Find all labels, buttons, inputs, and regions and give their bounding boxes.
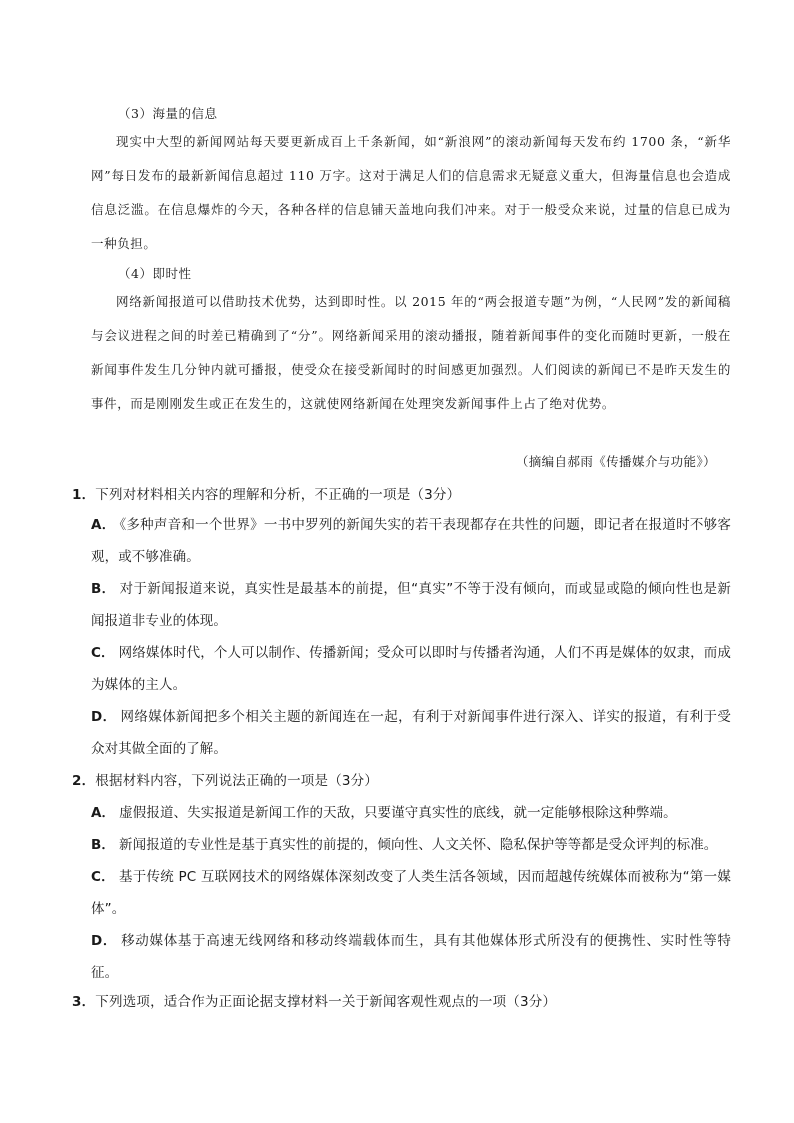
option-text: 基于传统 PC 互联网技术的网络媒体深刻改变了人类生活各领域，因而超越传统媒体而被称为“第一媒体”。 xyxy=(91,869,731,917)
source-citation: （摘编自郝雨《传播媒介与功能》） xyxy=(515,454,716,469)
option-letter: C． xyxy=(91,645,115,661)
question-3-text: 下列选项，适合作为正面论据支撑材料一关于新闻客观性观点的一项（3分） xyxy=(95,994,557,1010)
section-4-paragraph: 网络新闻报道可以借助技术优势，达到即时性。以 2015 年的“两会报道专题”为例，“人民网”发的新闻稿与会议进程之间的时差已精确到了“分”。网络新闻采用的滚动播报，随着新闻事件的变化而随时更新，一般在新闻事件发生几分钟内就可播报，使受众在接受新闻时的时间感更加强烈。人们阅读的新闻已不是昨天发生的事件，而是刚刚发生或正在发生的，这就使网络新闻在处理突发新闻事件上占了绝对优势。 xyxy=(91,294,731,411)
option-letter: A． xyxy=(91,805,116,821)
option-text: 《多种声音和一个世界》一书中罗列的新闻失实的若干表现都存在共性的问题，即记者在报道时不够客观，或不够准确。 xyxy=(91,517,731,565)
question-1-option-b xyxy=(91,573,731,637)
option-text: 新闻报道的专业性是基于真实性的前提的，倾向性、人文关怀、隐私保护等等都是受众评判的标准。 xyxy=(119,837,718,853)
option-letter: D． xyxy=(91,709,117,725)
option-text: 对于新闻报道来说，真实性是最基本的前提，但“真实”不等于没有倾向，而或显或隐的倾向性也是新闻报道非专业的体现。 xyxy=(91,581,731,629)
section-3-paragraph: 现实中大型的新闻网站每天要更新成百上千条新闻，如“新浪网”的滚动新闻每天发布约 1700 条，“新华网”每日发布的最新新闻信息超过 110 万字。这对于满足人们的信息需求无疑意义重大，但海量信息也会造成信息泛滥。在信息爆炸的今天，各种各样的信息铺天盖地向我们冲来。对于一般受众来说，过量的信息已成为一种负担。 xyxy=(91,134,731,251)
question-1-option-a xyxy=(91,509,731,573)
question-3-number: 3． xyxy=(72,994,96,1010)
question-1-number: 1． xyxy=(72,487,96,503)
question-1-stem xyxy=(72,485,732,505)
question-2-option-a xyxy=(91,797,731,829)
question-3-stem xyxy=(72,992,732,1012)
question-2-option-b xyxy=(91,829,731,861)
question-2-number: 2． xyxy=(72,773,96,789)
option-letter: D． xyxy=(91,933,118,949)
question-2-option-c xyxy=(91,861,731,925)
question-2-text: 根据材料内容，下列说法正确的一项是（3分） xyxy=(95,773,379,789)
option-text: 移动媒体基于高速无线网络和移动终端载体而生，具有其他媒体形式所没有的便携性、实时性等特征。 xyxy=(91,933,731,981)
question-1-text: 下列对材料相关内容的理解和分析，不正确的一项是（3分） xyxy=(95,487,461,503)
question-1-option-c xyxy=(91,637,731,701)
option-letter: C． xyxy=(91,869,115,885)
option-text: 虚假报道、失实报道是新闻工作的天敌，只要谨守真实性的底线，就一定能够根除这种弊端。 xyxy=(119,805,677,821)
section-3-heading: （3）海量的信息 xyxy=(118,106,218,121)
option-text: 网络媒体新闻把多个相关主题的新闻连在一起，有利于对新闻事件进行深入、详实的报道，有利于受众对其做全面的了解。 xyxy=(91,709,732,757)
section-4-heading: （4）即时性 xyxy=(118,266,192,281)
option-letter: A． xyxy=(91,517,116,533)
question-2-stem xyxy=(72,771,732,791)
question-1-option-d xyxy=(91,701,731,765)
option-letter: B． xyxy=(91,837,115,853)
option-letter: B． xyxy=(91,581,116,597)
option-text: 网络媒体时代，个人可以制作、传播新闻；受众可以即时与传播者沟通，人们不再是媒体的奴隶，而成为媒体的主人。 xyxy=(91,645,731,693)
question-2-option-d xyxy=(91,925,731,989)
